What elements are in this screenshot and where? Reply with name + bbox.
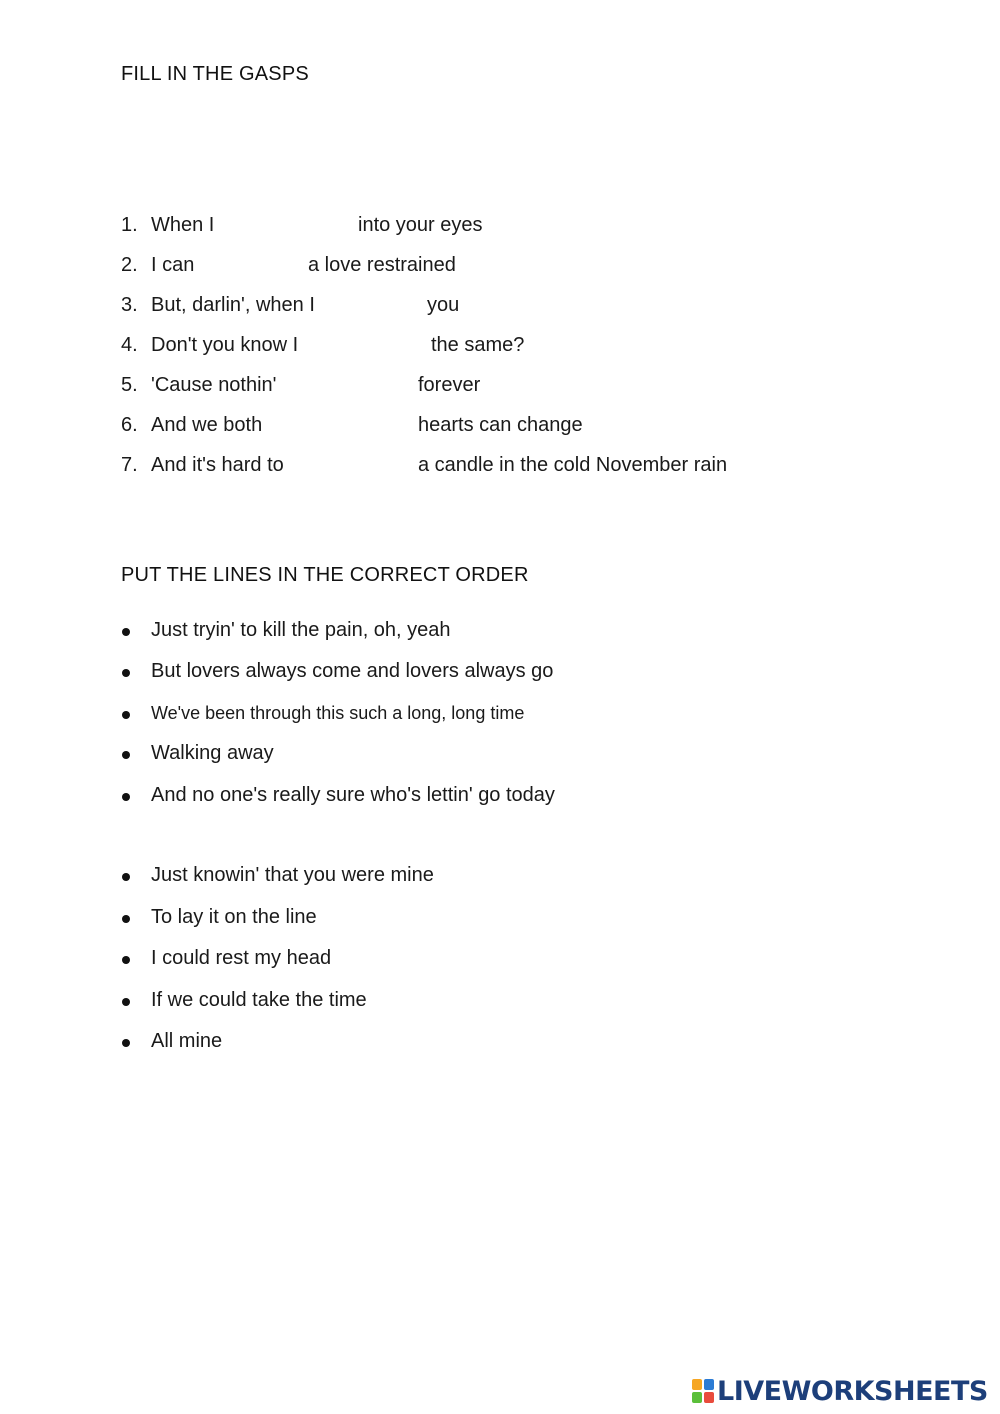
item-text-after: a candle in the cold November rain <box>418 454 728 476</box>
item-text-after: you <box>427 294 460 316</box>
item-number: 2. <box>121 254 138 276</box>
fill-gaps-title: FILL IN THE GASPS <box>121 63 309 85</box>
item-text-after: forever <box>418 374 481 396</box>
line-text: But lovers always come and lovers always go <box>151 660 554 682</box>
item-number: 7. <box>121 454 138 476</box>
item-text-before: 'Cause nothin' <box>151 374 277 396</box>
line-text: If we could take the time <box>151 989 367 1011</box>
logo-square-icon <box>704 1379 714 1390</box>
line-text: All mine <box>151 1030 223 1052</box>
item-text-before: And we both <box>151 414 263 436</box>
item-text-before: When I <box>151 214 215 236</box>
line-text: I could rest my head <box>151 947 332 969</box>
logo-text: LIVEWORKSHEETS <box>717 1375 988 1407</box>
bullet-icon <box>122 915 130 923</box>
item-text-after: hearts can change <box>418 414 583 436</box>
bullet-icon <box>122 711 130 719</box>
line-text: We've been through this such a long, long time <box>151 703 525 723</box>
liveworksheets-logo-icon <box>692 1379 714 1403</box>
bullet-icon <box>122 956 130 964</box>
item-text-after: the same? <box>431 334 525 356</box>
bullet-icon <box>122 628 130 636</box>
item-number: 4. <box>121 334 138 356</box>
line-text: Just knowin' that you were mine <box>151 864 434 886</box>
item-number: 1. <box>121 214 138 236</box>
item-text-before: Don't you know I <box>151 334 299 356</box>
liveworksheets-logo[interactable] <box>692 1374 988 1408</box>
item-text-after: into your eyes <box>358 214 483 236</box>
item-text-before: I can <box>151 254 195 276</box>
bullet-icon <box>122 1039 130 1047</box>
line-text: To lay it on the line <box>151 906 317 928</box>
logo-square-icon <box>704 1392 714 1403</box>
bullet-icon <box>122 751 130 759</box>
bullet-icon <box>122 669 130 677</box>
bullet-icon <box>122 873 130 881</box>
item-number: 5. <box>121 374 138 396</box>
item-text-before: And it's hard to <box>151 454 284 476</box>
logo-square-icon <box>692 1379 702 1390</box>
item-number: 3. <box>121 294 138 316</box>
line-text: And no one's really sure who's lettin' go today <box>151 784 555 806</box>
item-text-before: But, darlin', when I <box>151 294 315 316</box>
item-number: 6. <box>121 414 138 436</box>
order-lines-title: PUT THE LINES IN THE CORRECT ORDER <box>121 564 529 586</box>
logo-square-icon <box>692 1392 702 1403</box>
bullet-icon <box>122 793 130 801</box>
item-text-after: a love restrained <box>308 254 456 276</box>
line-text: Walking away <box>151 742 274 764</box>
line-text: Just tryin' to kill the pain, oh, yeah <box>151 619 451 641</box>
bullet-icon <box>122 998 130 1006</box>
